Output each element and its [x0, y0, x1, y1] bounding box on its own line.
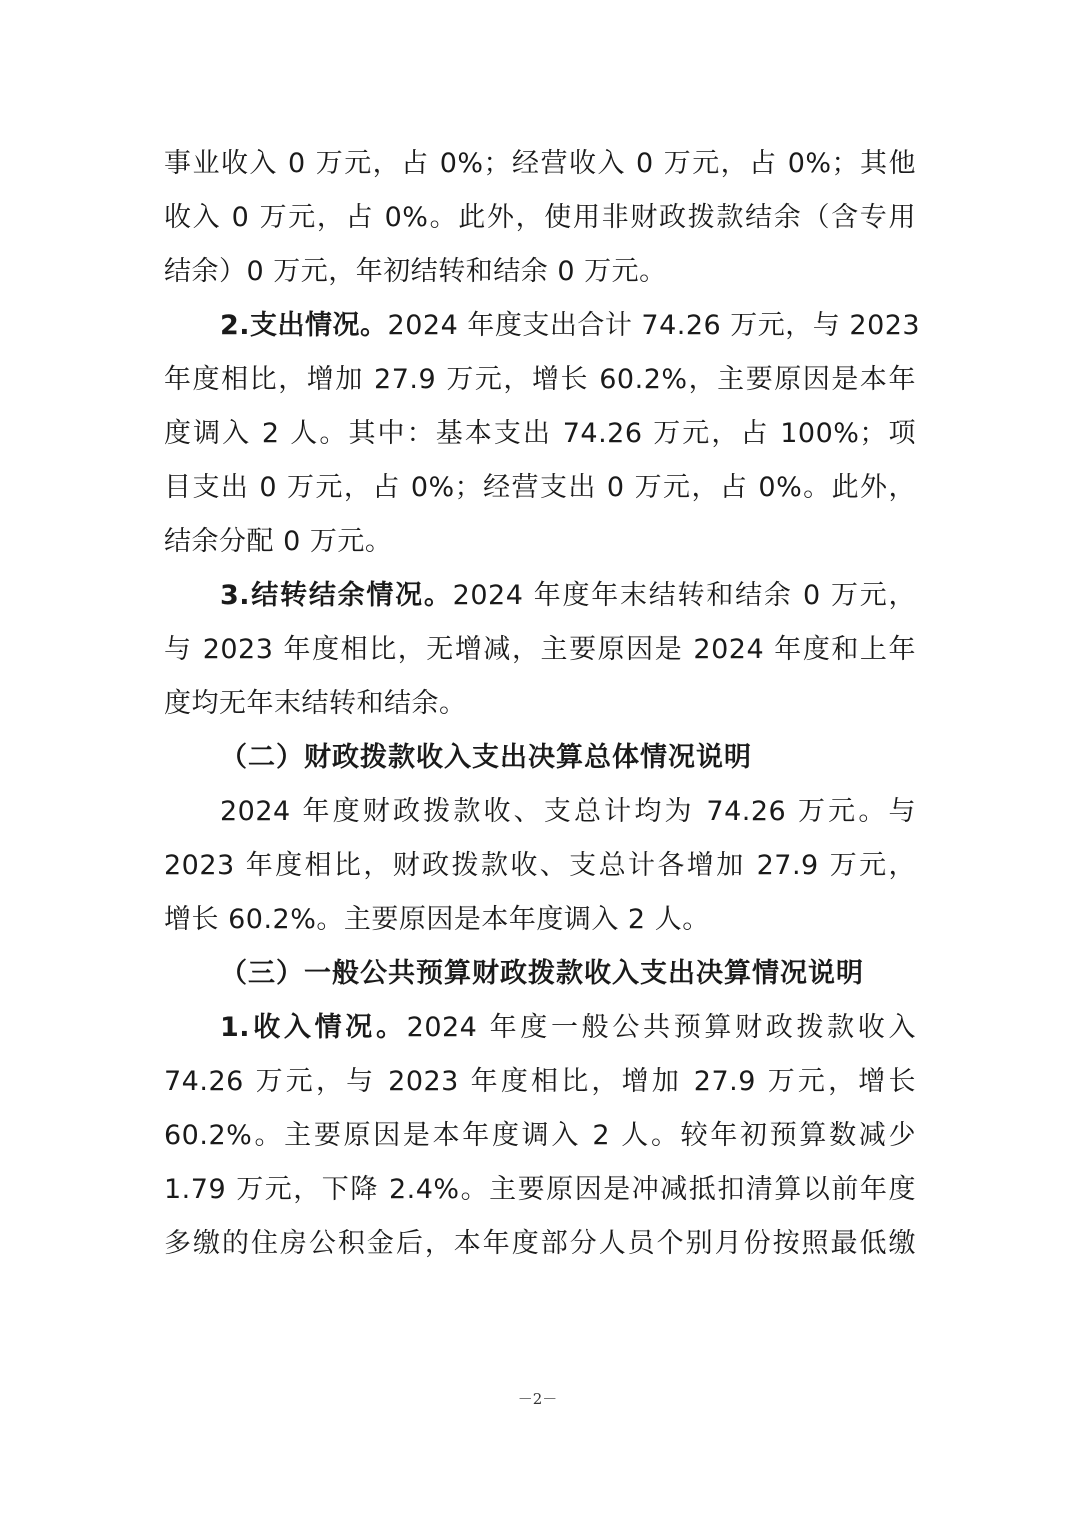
paragraph-line: 结余分配 0 万元。: [164, 526, 393, 557]
paragraph-line: 74.26 万元，与 2023 年度相比，增加 27.9 万元，增长: [164, 1066, 916, 1097]
page-number: －2－: [517, 1390, 558, 1408]
paragraph-line: 事业收入 0 万元，占 0%；经营收入 0 万元，占 0%；其他: [164, 148, 916, 179]
paragraph-line: 2024 年度财政拨款收、支总计均为 74.26 万元。与: [220, 796, 916, 827]
paragraph-line: 增长 60.2%。主要原因是本年度调入 2 人。: [164, 904, 710, 935]
document-body: [164, 137, 921, 1271]
expense-section-text: 2024 年度支出合计 74.26 万元，与 2023: [387, 310, 921, 341]
section-heading-3: （三）一般公共预算财政拨款收入支出决算情况说明: [220, 958, 864, 989]
public-income-section-text: 2024 年度一般公共预算财政拨款收入: [406, 1012, 916, 1043]
paragraph-line: 收入 0 万元，占 0%。此外，使用非财政拨款结余（含专用: [164, 202, 916, 233]
paragraph-line: 结余）0 万元，年初结转和结余 0 万元。: [164, 256, 667, 287]
paragraph-line: 度均无年末结转和结余。: [164, 688, 467, 719]
paragraph-line: 2023 年度相比，财政拨款收、支总计各增加 27.9 万元，: [164, 850, 916, 881]
public-income-section-label: 1.收入情况。: [220, 1012, 407, 1043]
paragraph-line: 度调入 2 人。其中：基本支出 74.26 万元，占 100%；项: [164, 418, 916, 449]
paragraph-line: 年度相比，增加 27.9 万元，增长 60.2%，主要原因是本年: [164, 364, 916, 395]
expense-section-first-line: [164, 299, 921, 353]
section-heading-2: （二）财政拨款收入支出决算总体情况说明: [220, 742, 752, 773]
paragraph-line: 多缴的住房公积金后，本年度部分人员个别月份按照最低缴: [164, 1228, 916, 1259]
paragraph-line: 目支出 0 万元，占 0%；经营支出 0 万元，占 0%。此外，: [164, 472, 916, 503]
expense-section-label: 2.支出情况。: [220, 310, 388, 341]
carryover-section-label: 3.结转结余情况。: [220, 580, 453, 611]
paragraph-line: 60.2%。主要原因是本年度调入 2 人。较年初预算数减少: [164, 1120, 916, 1151]
public-income-section-first-line: [164, 1001, 916, 1055]
paragraph-line: 与 2023 年度相比，无增减，主要原因是 2024 年度和上年: [164, 634, 916, 665]
carryover-section-first-line: [164, 569, 916, 623]
carryover-section-text: 2024 年度年末结转和结余 0 万元，: [452, 580, 917, 611]
paragraph-line: 1.79 万元，下降 2.4%。主要原因是冲减抵扣清算以前年度: [164, 1174, 916, 1205]
